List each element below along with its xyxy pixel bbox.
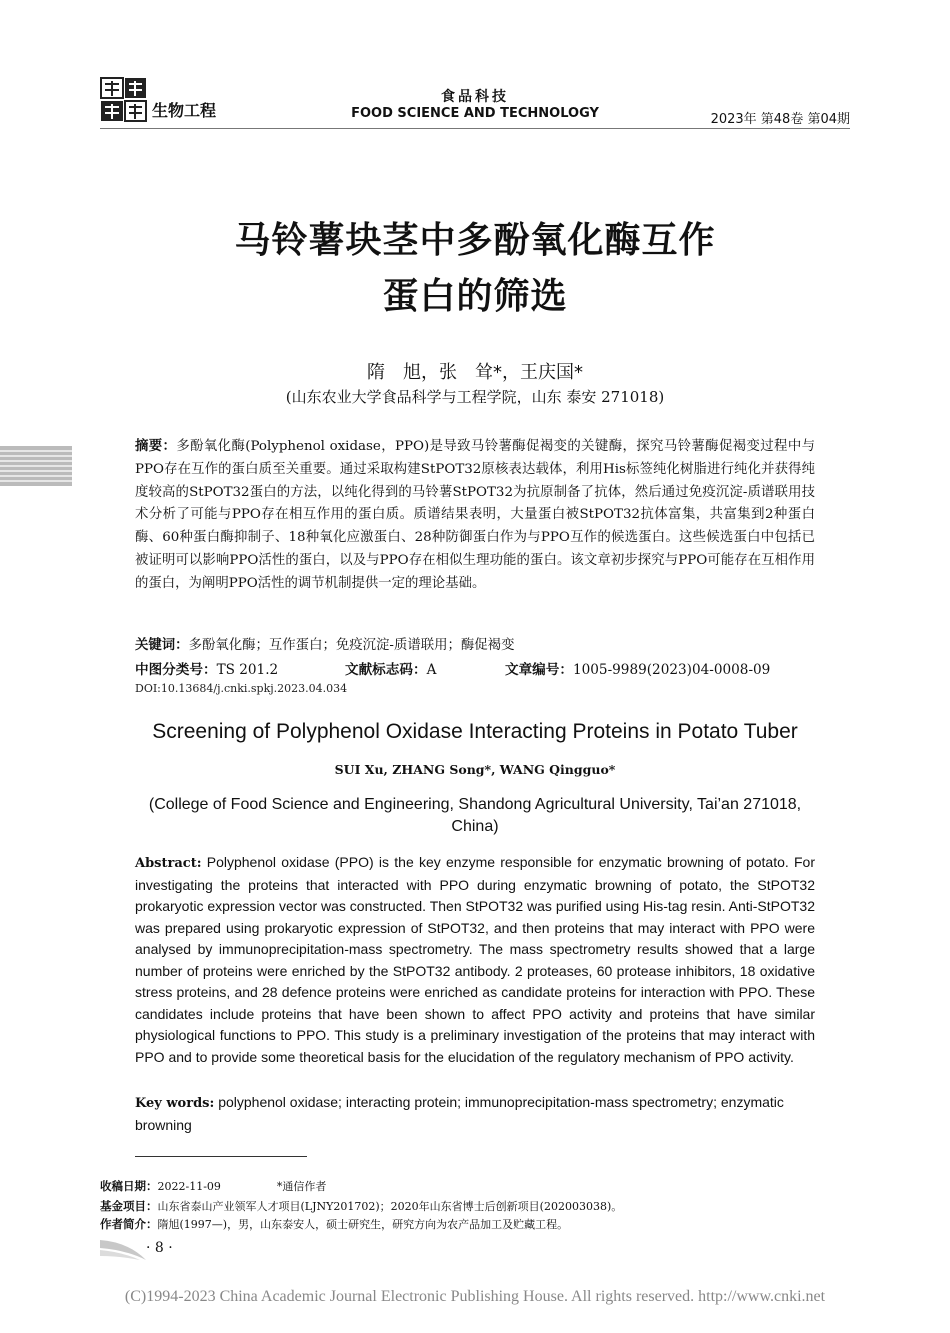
page-swoosh-icon — [100, 1238, 150, 1262]
keywords-en-label: Key words: — [135, 1096, 215, 1111]
abstract-en — [135, 852, 815, 1068]
journal-name-en: FOOD SCIENCE AND TECHNOLOGY — [351, 106, 599, 121]
title-line-2: 蛋白的筛选 — [382, 275, 568, 317]
keywords-en — [135, 1092, 815, 1136]
journal-name-cn: 食品科技 — [441, 89, 509, 105]
abstract-cn-text: 多酚氧化酶(Polyphenol oxidase，PPO)是导致马铃薯酶促褐变的关键酶，探究马铃薯酶促褐变过程中与PPO存在互作的蛋白质至关重要。通过采取构建StPOT32原核表达载体，利用His标签纯化树脂进行纯化并获得纯度较高的StPOT32蛋白的方法，以纯化得到的马铃薯StPOT32为抗原制备了抗体，然后通过免疫沉淀-质谱联用技术分析了可能与PPO存在相互作用的蛋白质。质谱结果表明，大量蛋白被StPOT32抗体富集，共富集到2种蛋白酶、60种蛋白酶抑制子、18种氧化应激蛋白、28种防御蛋白作为与PPO互作的候选蛋白。这些候选蛋白中包括已被证明可以影响PPO活性的蛋白，以及与PPO存在相似生理功能的蛋白。该文章初步探究与PPO可能存在互相作用的蛋白，为阐明PPO活性的调节机制提供一定的理论基础。 — [135, 439, 815, 591]
keywords-cn-text: 多酚氧化酶；互作蛋白；免疫沉淀-质谱联用；酶促褐变 — [188, 638, 515, 653]
abstract-en-text: Polyphenol oxidase (PPO) is the key enzyme responsible for enzymatic browning of potato. For investigating the proteins that interacted with PPO during enzymatic browning of potato, the StPOT32 prokaryotic expression vector was constructed. Then StPOT32 was purified using His-tag resin. Anti-StPOT32 was prepared using prokaryotic expression of StPOT32, and then proteins that may interact with PPO were analysed by immunoprecipitation-mass spectrometry. The mass spectrometry results showed that a large number of proteins were enriched by the StPOT32 antibody. 2 proteases, 60 protease inhibitors, 18 oxidative stress proteins, and 28 defence proteins were enriched as candidate proteins for interaction with PPO. These candidates include proteins that have been shown to affect PPO activity and proteins that have similar physiological functions to PPO. This study is a preliminary investigation of the proteins that may interact with PPO and to provide some theoretical basis for the elucidation of the regulatory mechanism of PPO activity. — [135, 854, 816, 1065]
page-number: · 8 · — [100, 1236, 200, 1264]
section-name: 生物工程 — [152, 101, 217, 120]
keywords-cn — [135, 634, 815, 653]
issue-info: 2023年 第48卷 第04期 — [710, 112, 850, 127]
document-code: 文献标志码：A — [345, 662, 437, 678]
copyright-footer: (C)1994-2023 China Academic Journal Electronic Publishing House. All rights reserved. http://www.cnki.net — [124, 1288, 826, 1305]
clc-number: 中图分类号：TS 201.2 — [135, 662, 279, 678]
keywords-en-text: polyphenol oxidase; interacting protein; immunoprecipitation-mass spectrometry; enzymatic browning — [135, 1094, 784, 1133]
footnote-bio: 作者简介：隋旭(1997—)，男，山东泰安人，硕士研究生，研究方向为农产品加工及贮藏工程。 — [100, 1217, 569, 1231]
authors-cn: 隋 旭，张 耸*，王庆国* — [367, 362, 583, 383]
title-line-1: 马铃薯块茎中多酚氧化酶互作 — [234, 219, 716, 261]
affiliation-en: (College of Food Science and Engineering, Shandong Agricultural University, Tai’an 271018, China) — [148, 796, 802, 835]
paper-title-en: Screening of Polyphenol Oxidase Interacting Proteins in Potato Tuber — [152, 720, 798, 743]
footnote-fund: 基金项目：山东省泰山产业领军人才项目(LJNY201702)；2020年山东省博士后创新项目(202003038)。 — [100, 1199, 623, 1213]
article-number: 文章编号：1005-9989(2023)04-0008-09 — [505, 662, 771, 678]
paper-title-cn — [0, 212, 950, 324]
abstract-en-label: Abstract: — [135, 856, 202, 871]
authors-en: SUI Xu, ZHANG Song*, WANG Qingguo* — [334, 762, 616, 777]
keywords-cn-label: 关键词： — [135, 638, 189, 653]
footnote-received: 收稿日期：2022-11-09 *通信作者 — [100, 1179, 327, 1193]
corresponding-note: *通信作者 — [276, 1180, 327, 1193]
header-rule — [100, 128, 850, 129]
abstract-cn — [135, 436, 815, 596]
doi: DOI:10.13684/j.cnki.spkj.2023.04.034 — [135, 682, 348, 695]
footnote-rule — [135, 1156, 307, 1157]
side-tab-marker — [0, 446, 72, 486]
affiliation-cn: (山东农业大学食品科学与工程学院，山东 泰安 271018) — [285, 388, 665, 406]
abstract-cn-label: 摘要： — [135, 439, 177, 454]
